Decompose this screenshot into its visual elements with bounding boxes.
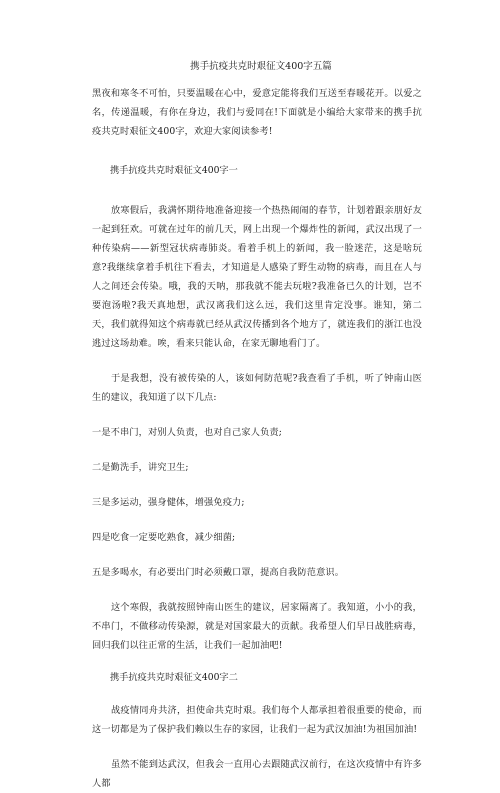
section-heading-2: 携手抗疫共克时艰征文400字二 <box>110 672 238 683</box>
advice-item-1: 一是不串门，对别人负责，也对自己家人负责; <box>92 427 282 438</box>
advice-item-5: 五是多喝水，有必要出门时必须戴口罩，提高自我防范意识。 <box>92 567 345 578</box>
document-title: 携手抗疫共克时艰征文400字五篇 <box>190 61 332 72</box>
essay1-paragraph-3: 这个寒假，我就按照钟南山医生的建议，居家隔离了。我知道，小小的我，不串门，不做移动传染源，就是对国家最大的贡献。我希望人们早日战胜病毒，回归我们以往正常的生活，让我们一起加油吧! <box>92 602 422 651</box>
essay1-paragraph-1: 放寒假后，我满怀期待地准备迎接一个热热闹闹的春节，计划着跟亲朋好友一起到狂欢。可就在过年的前几天，网上出现一个爆炸性的新闻，武汉出现了一种传染病——新型冠状病毒肺炎。看着手机上的新闻，我一脸迷茫，这是啥玩意?我继续拿着手机往下看去，才知道是人感染了野生动物的病毒，而且在人与人之间还会传染。哦，我的天呐，那我就不能去玩啦?我准备已久的计划，岂不要泡汤啦?我天真地想，武汉离我们这么远，我们这里肯定没事。谁知，第二天，我们就得知这个病毒就已经从武汉传播到各个地方了，就连我们的浙江也没逃过这场劫难。唉，看来只能认命，在家无聊地看门了。 <box>92 205 422 349</box>
essay2-paragraph-2: 虽然不能到达武汉，但我会一直用心去跟随武汉前行，在这次疫情中有许多人都 <box>92 759 422 789</box>
advice-item-4: 四是吃食一定要吃熟食，减少细菌; <box>92 532 236 543</box>
essay1-paragraph-2: 于是我想，没有被传染的人，该如何防范呢?我查看了手机，听了钟南山医生的建议，我知道了以下几点: <box>92 373 422 403</box>
section-heading-1: 携手抗疫共克时艰征文400字一 <box>110 165 238 176</box>
intro-paragraph: 黑夜和寒冬不可怕，只要温暖在心中，爱意定能将我们互送至春暖花开。以爱之名，传递温暖，有你在身边，我们与爱同在!下面就是小编给大家带来的携手抗疫共克时艰征文400字，欢迎大家阅读参考! <box>92 88 422 137</box>
advice-item-3: 三是多运动，强身健体，增强免疫力; <box>92 497 245 508</box>
advice-item-2: 二是勤洗手，讲究卫生; <box>92 462 189 473</box>
essay2-paragraph-1: 战疫情同舟共济，担使命共克时艰。我们每个人都承担着很重要的使命，而这一切都是为了保护我们赖以生存的家园，让我们一起为武汉加油!为祖国加油! <box>92 705 422 735</box>
